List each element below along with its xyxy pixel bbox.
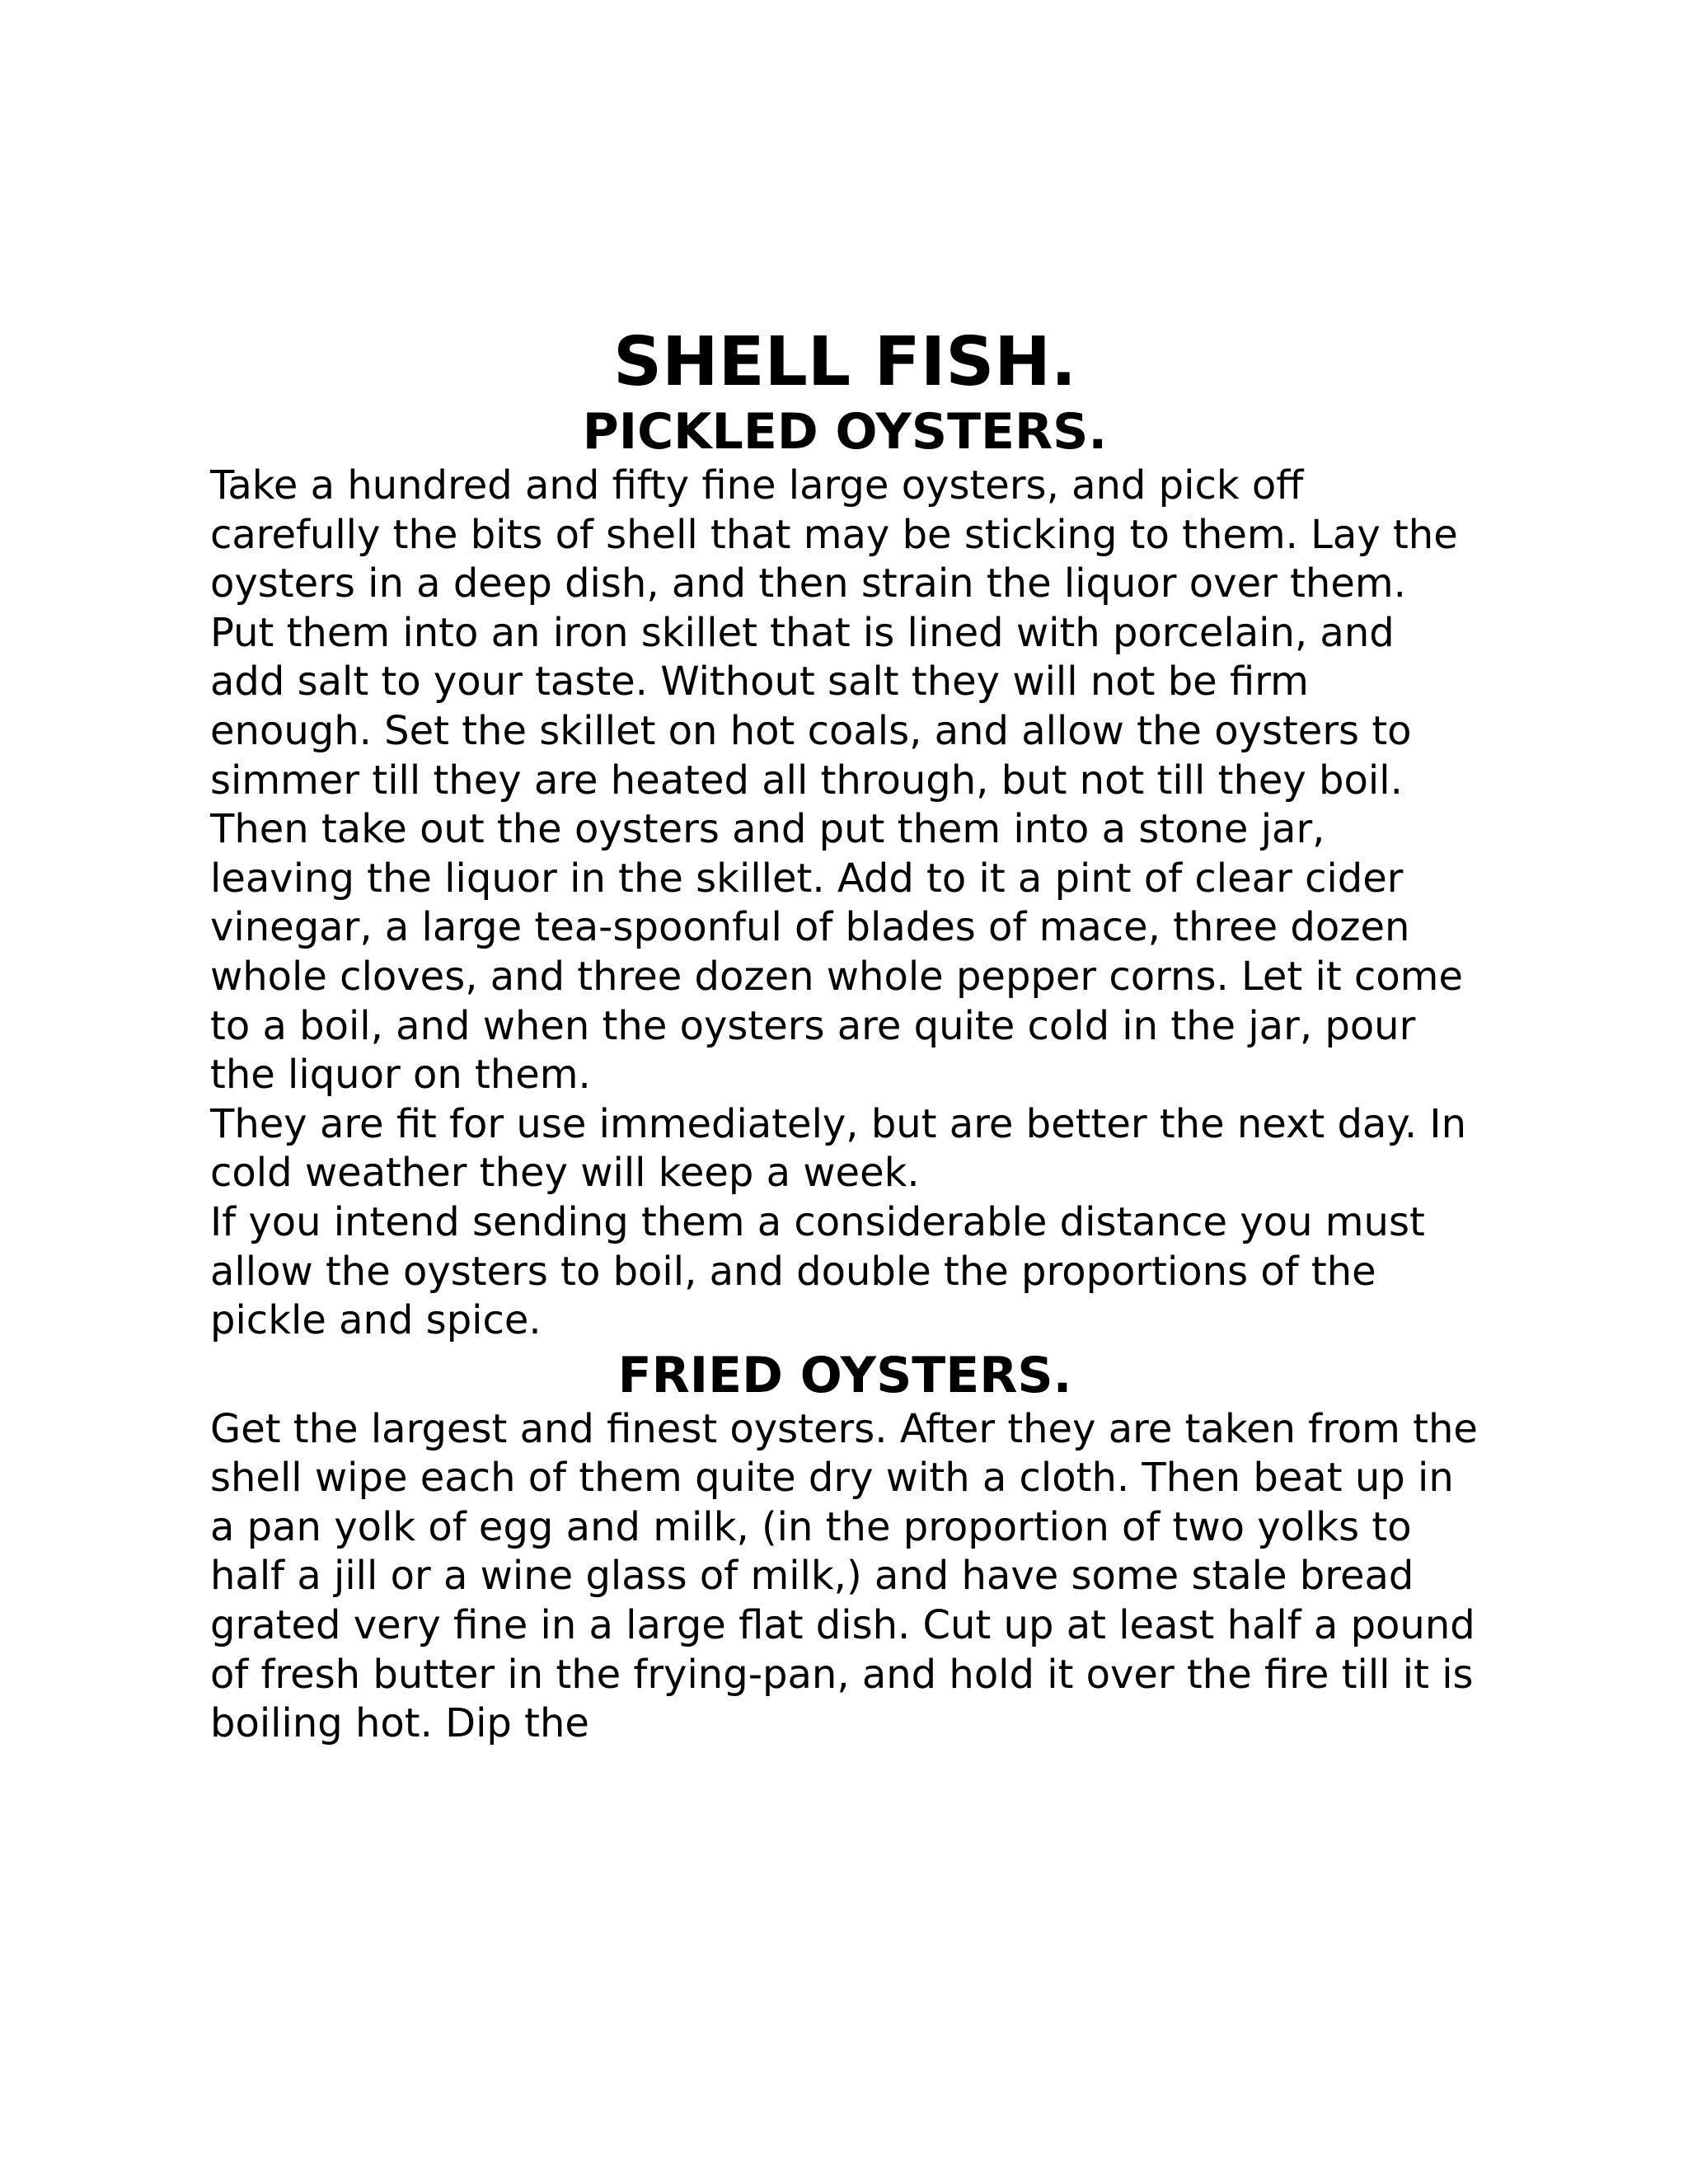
section-title-fried-oysters: FRIED OYSTERS. xyxy=(617,1346,1072,1404)
paragraph: Get the largest and finest oysters. After they are taken from the shell wipe each of them quite dry with a cloth. Then beat up in a pan yolk of egg and milk, (in the proportion of two yolks to half a jill or a wine glass of milk,) and have some stale bread grated very fine in a large flat dish. Cut up at least half a pound of fresh butter in the frying-pan, and hold it over the fire till it is boiling hot. Dip the xyxy=(210,1405,1478,1747)
section-title-pickled-oysters: PICKLED OYSTERS. xyxy=(582,403,1108,461)
paragraph: Take a hundred and fifty fine large oysters, and pick off carefully the bits of shell that may be sticking to them. Lay the oysters in a deep dish, and then strain the liquor over them. Put them into an iron skillet that is lined with porcelain, and add salt to your taste. Without salt they will not be firm enough. Set the skillet on hot coals, and allow the oysters to simmer till they are heated all through, but not till they boil. Then take out the oysters and put them into a stone jar, leaving the liquor in the skillet. Add to it a pint of clear cider vinegar, a large tea-spoonful of blades of mace, three dozen whole cloves, and three dozen whole pepper corns. Let it come to a boil, and when the oysters are quite cold in the jar, pour the liquor on them. xyxy=(210,462,1463,1099)
paragraph: They are fit for use immediately, but are better the next day. In cold weather they will keep a week. xyxy=(210,1100,1466,1197)
chapter-title: SHELL FISH. xyxy=(612,323,1077,401)
paragraph: If you intend sending them a considerable distance you must allow the oysters to boil, and double the proportions of the pickle and spice. xyxy=(210,1198,1425,1344)
page xyxy=(210,323,1479,1749)
